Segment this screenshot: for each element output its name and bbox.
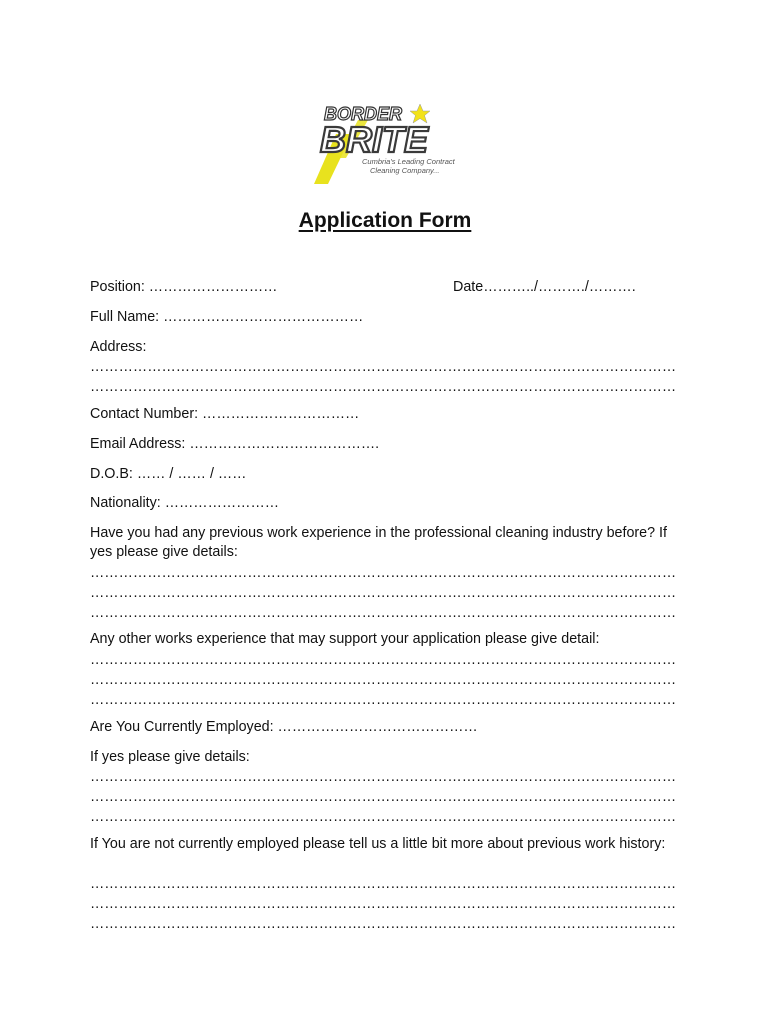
address-line-2[interactable]: …………………………………………………………………………………………………………… (90, 379, 677, 395)
other-experience-line-1[interactable]: …………………………………………………………………………………………………………… (90, 652, 677, 668)
contact-number-field[interactable]: Contact Number: …………………………… (90, 406, 360, 422)
previous-work-history-line-1[interactable]: …………………………………………………………………………………………………………… (90, 876, 677, 892)
border-brite-logo (306, 98, 456, 184)
logo-word-border: BORDER (324, 104, 403, 124)
dob-field[interactable]: D.O.B: …… / …… / …… (90, 466, 247, 482)
address-line-1[interactable]: …………………………………………………………………………………………………………… (90, 359, 677, 375)
previous-work-history-line-2[interactable]: …………………………………………………………………………………………………………… (90, 896, 677, 912)
previous-experience-line-2[interactable]: …………………………………………………………………………………………………………… (90, 585, 677, 601)
other-experience-line-3[interactable]: …………………………………………………………………………………………………………… (90, 692, 677, 708)
previous-work-history-line-3[interactable]: …………………………………………………………………………………………………………… (90, 916, 677, 932)
other-experience-line-2[interactable]: …………………………………………………………………………………………………………… (90, 672, 677, 688)
previous-experience-line-1[interactable]: …………………………………………………………………………………………………………… (90, 565, 677, 581)
previous-experience-question: Have you had any previous work experience in the professional cleaning industry before? If yes please give details: (90, 525, 667, 560)
page-title: Application Form (298, 209, 472, 232)
if-yes-details-line-1[interactable]: …………………………………………………………………………………………………………… (90, 769, 677, 785)
if-yes-details-label: If yes please give details: (90, 749, 250, 765)
logo-tagline-2: Cleaning Company... (370, 166, 440, 175)
address-label: Address: (90, 339, 147, 355)
position-field[interactable]: Position: ……………………… (90, 279, 278, 295)
previous-work-history-question: If You are not currently employed please tell us a little bit more about previous work history: (90, 836, 666, 852)
currently-employed-field[interactable]: Are You Currently Employed: …………………………………… (90, 719, 478, 735)
date-field[interactable]: Date………../………./………. (453, 279, 636, 295)
if-yes-details-line-2[interactable]: …………………………………………………………………………………………………………… (90, 789, 677, 805)
logo-tagline-1: Cumbria's Leading Contract (362, 157, 455, 166)
previous-experience-line-3[interactable]: …………………………………………………………………………………………………………… (90, 605, 677, 621)
nationality-field[interactable]: Nationality: …………………… (90, 495, 280, 511)
if-yes-details-line-3[interactable]: …………………………………………………………………………………………………………… (90, 809, 677, 825)
other-experience-question: Any other works experience that may support your application please give detail: (90, 631, 600, 647)
logo-word-brite: BRITE (320, 119, 428, 160)
email-address-field[interactable]: Email Address: …………………………………. (90, 436, 380, 452)
full-name-field[interactable]: Full Name: …………………………………… (90, 309, 364, 325)
